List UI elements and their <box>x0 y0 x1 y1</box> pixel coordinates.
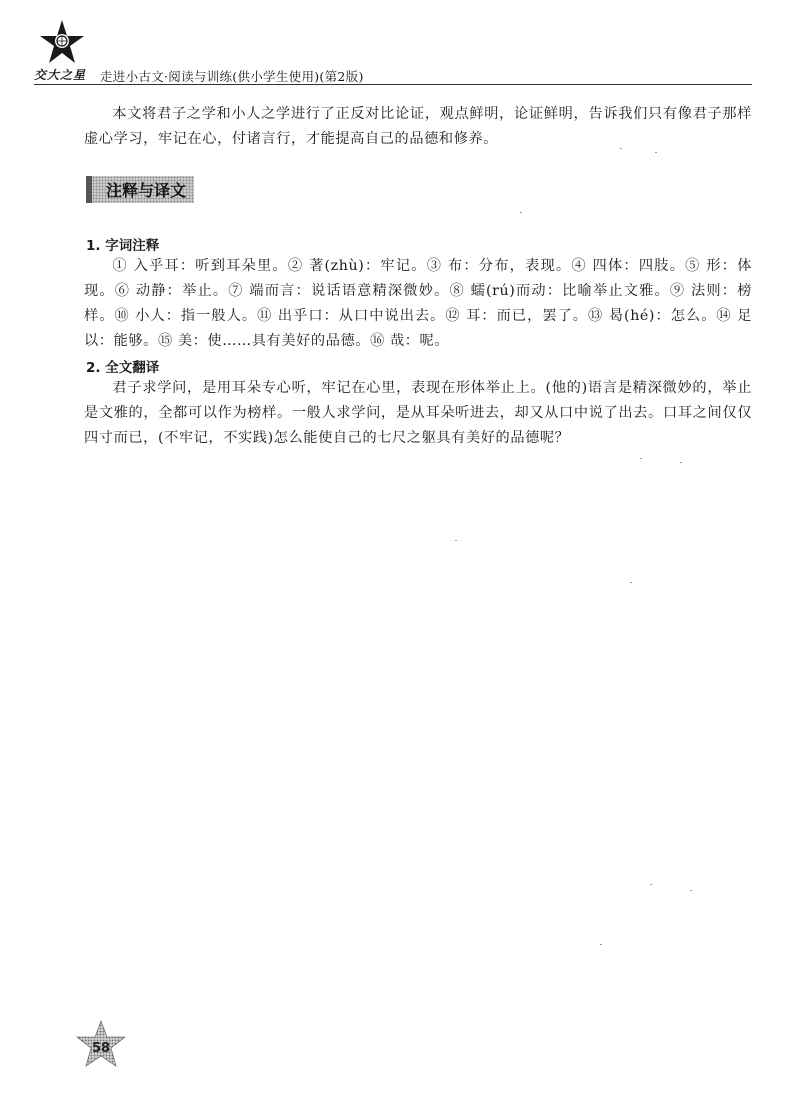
page-number-badge <box>72 1018 130 1076</box>
scan-speck <box>520 212 522 213</box>
scan-speck <box>455 540 457 541</box>
translation-paragraph: 君子求学问，是用耳朵专心听，牢记在心里，表现在形体举止上。(他的)语言是精深微妙的，举止是文雅的，全都可以作为榜样。一般人求学问，是从耳朵听进去，却又从口中说了出去。口耳之间仅仅四寸而已，(不牢记，不实践)怎么能使自己的七尺之躯具有美好的品德呢？ <box>84 380 752 446</box>
scan-speck <box>650 884 652 885</box>
header-brand: 交大之星 <box>34 68 87 82</box>
star-globe-logo-icon <box>38 18 86 66</box>
scan-speck <box>640 458 642 459</box>
scan-speck <box>620 148 622 149</box>
scan-speck <box>655 152 657 153</box>
page-number: 58 <box>91 1041 111 1056</box>
notes-heading: 1. 字词注释 <box>86 238 160 254</box>
header-rule <box>34 84 752 85</box>
header-title: 走进小古文·阅读与训练(供小学生使用)(第2版) <box>100 69 364 84</box>
scan-speck <box>680 462 682 463</box>
scan-speck <box>630 582 632 583</box>
notes-paragraph: ① 入乎耳：听到耳朵里。② 著(zhù)：牢记。③ 布：分布，表现。④ 四体：四肢。⑤ 形：体现。⑥ 动静：举止。⑦ 端而言：说话语意精深微妙。⑧ 蠕(rú)而动：比喻举止文雅。⑨ 法则：榜样。⑩ 小人：指一般人。⑪ 出乎口：从口中说出去。⑫ 耳：而已，罢了。⑬ 曷(hé)：怎么。⑭ 足以：能够。⑮ 美：使……具有美好的品德。⑯ 哉：呢。 <box>84 258 752 349</box>
scan-speck <box>600 944 602 945</box>
section-heading-notes-translation: 注释与译文 <box>86 176 194 203</box>
summary-paragraph: 本文将君子之学和小人之学进行了正反对比论证，观点鲜明，论证鲜明，告诉我们只有像君子那样虚心学习，牢记在心，付诸言行，才能提高自己的品德和修养。 <box>84 106 752 147</box>
translation-heading: 2. 全文翻译 <box>86 360 160 376</box>
scan-speck <box>690 890 692 891</box>
